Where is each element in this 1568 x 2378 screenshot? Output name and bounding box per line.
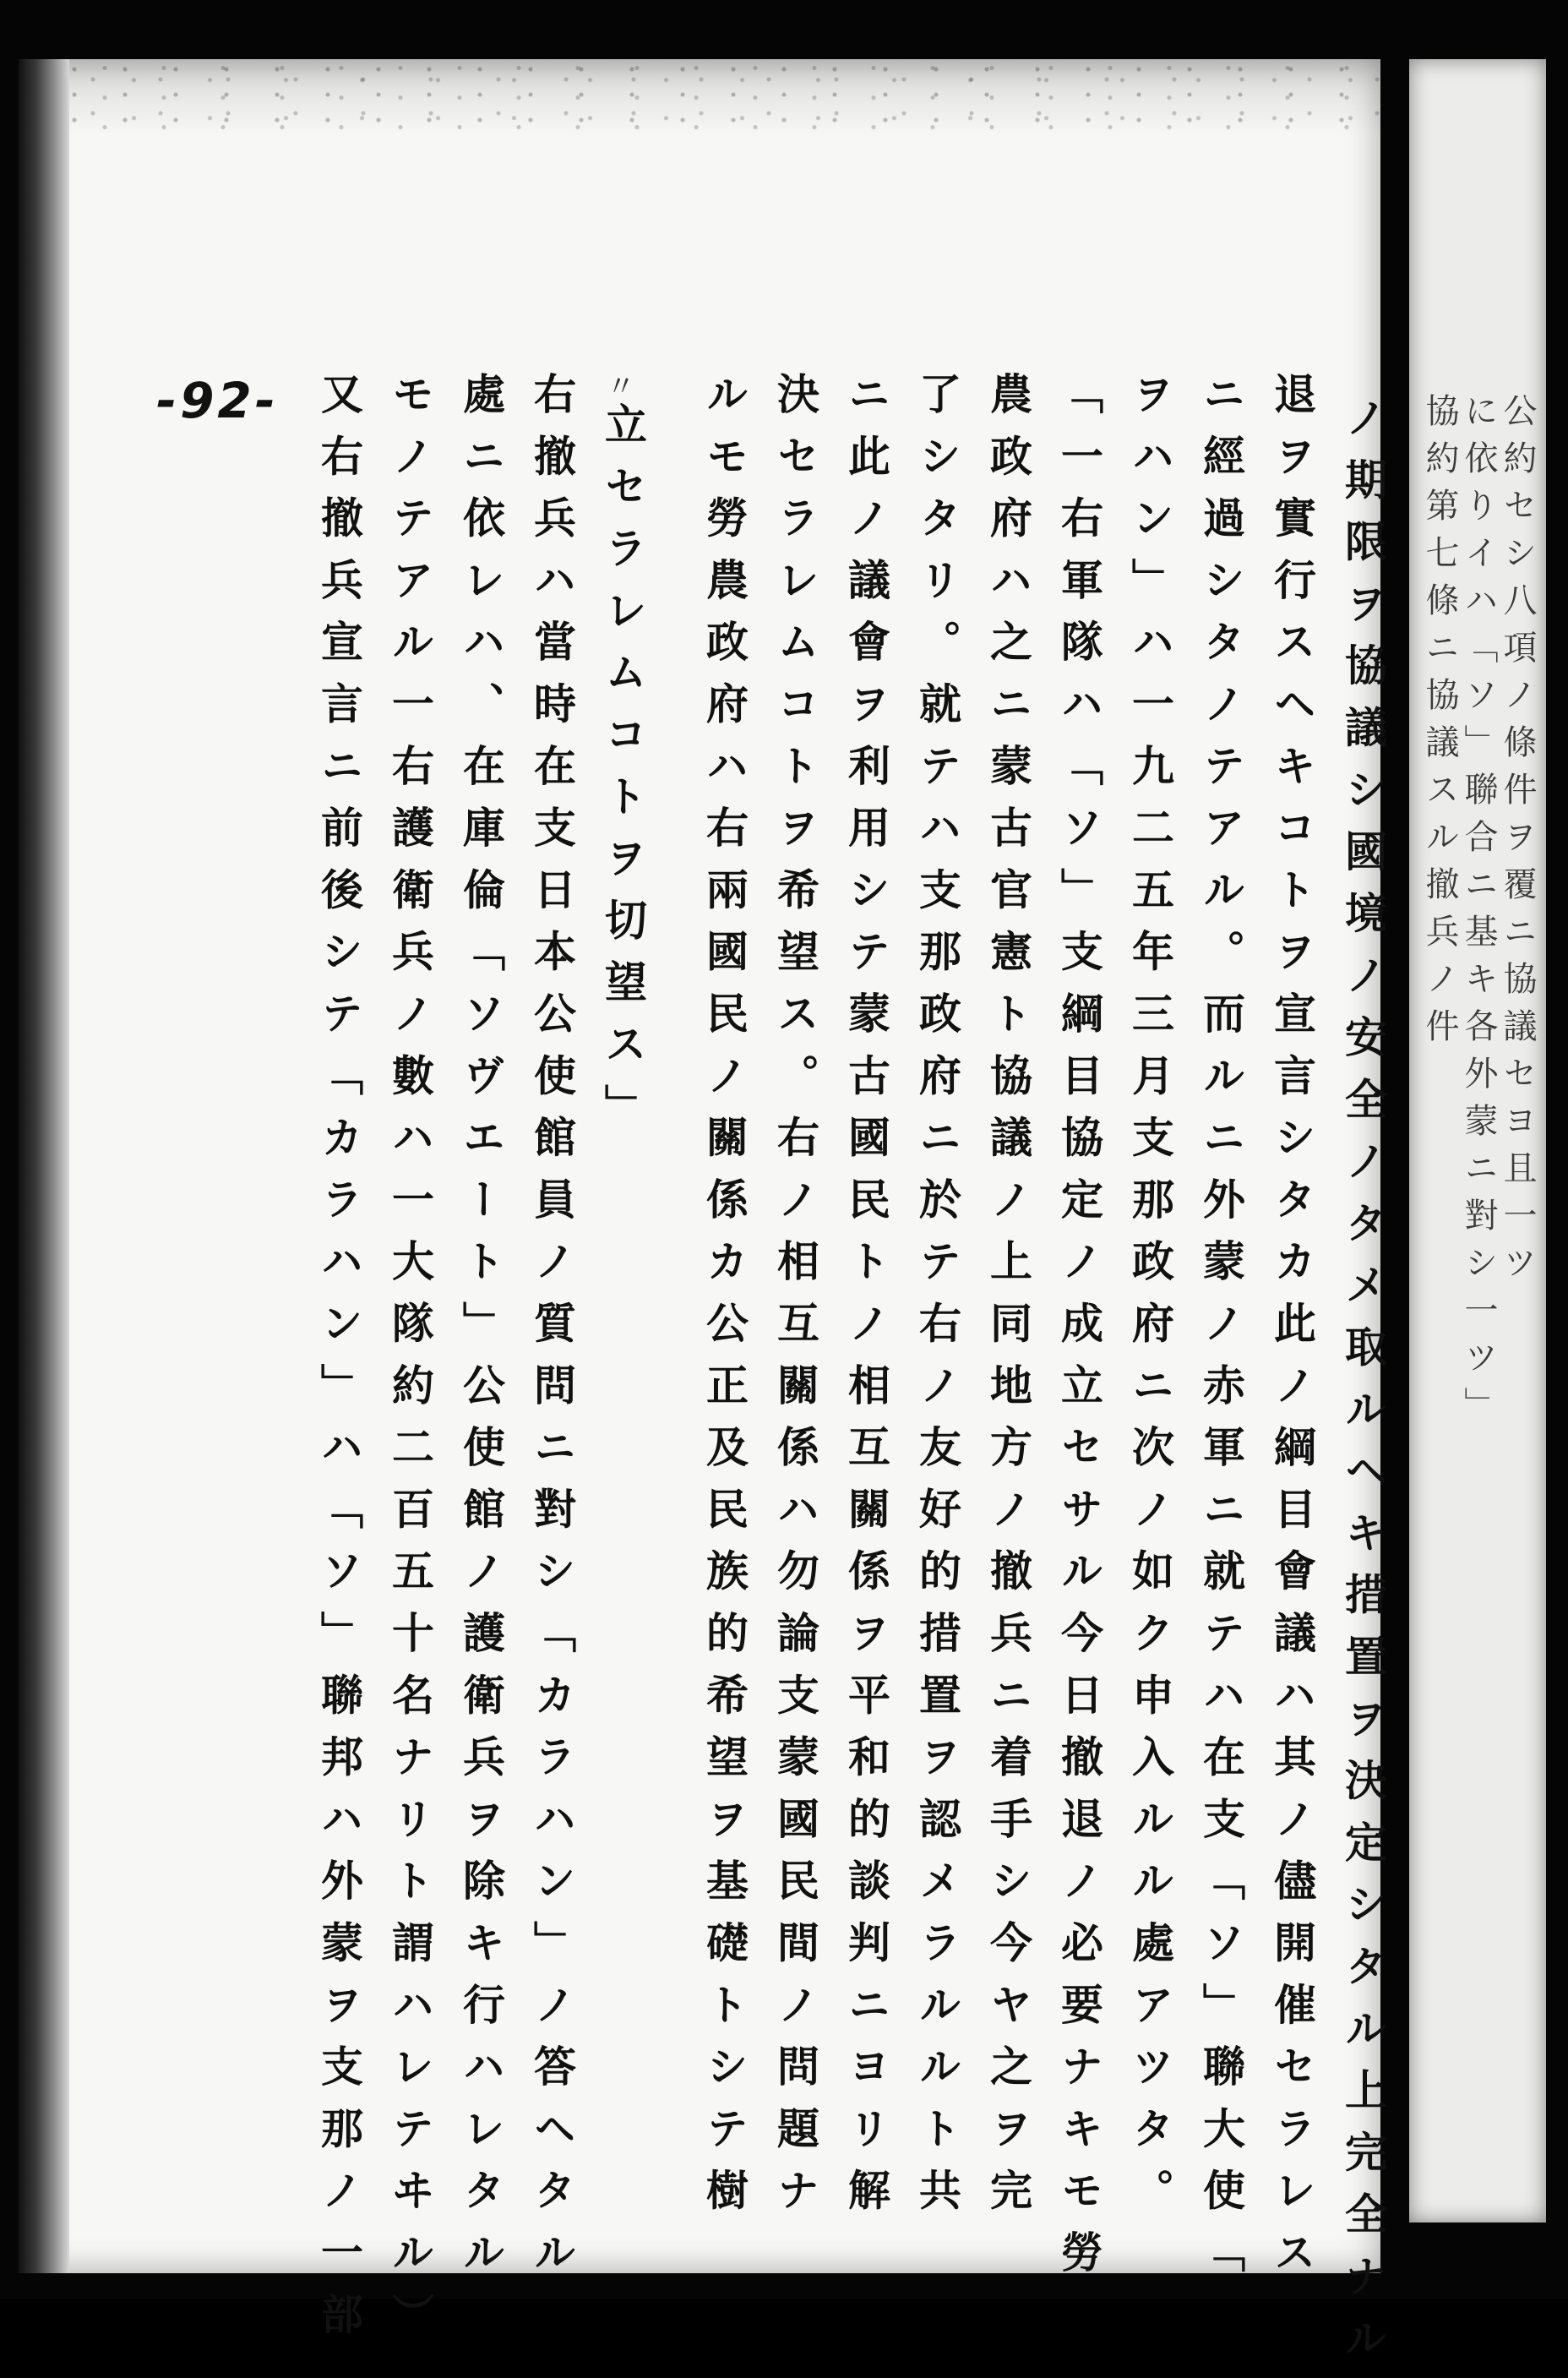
facing-page-column: 協約第七條ニ協議スル撤兵ノ件	[1420, 393, 1459, 1055]
text-column-4: ヲハン」ハ一九二五年三月支那政府ニ次ノ如ク申入ルル處アツタ。	[1125, 372, 1175, 2230]
text-column-12: 右撤兵ハ當時在支日本公使館員ノ質問ニ對シ「カラハン」ノ答ヘタル	[527, 372, 577, 2293]
text-column-9: 決セラレムコトヲ希望ス。右ノ相互關係ハ勿論支蒙國民間ノ問題ナ	[770, 372, 820, 2230]
text-column-6: 農政府ハ之ニ蒙古官憲ト協議ノ上同地方ノ撤兵ニ着手シ今ヤ之ヲ完	[983, 372, 1033, 2230]
facing-page-column: 公約セシ八項ノ條件ヲ覆ニ協議セヨ且一ツ	[1498, 393, 1537, 1292]
text-column-14: モノテアル一右護衛兵ノ數ハ一大隊約二百五十名ナリト謂ハレテヰル）	[385, 372, 435, 2354]
facing-page	[1409, 59, 1546, 2223]
text-column-15: 又右撤兵宣言ニ前後シテ「カラハン」ハ「ソ」聯邦ハ外蒙ヲ支那ノ一部	[314, 372, 364, 2354]
text-column-3: ニ經過シタノテアル。而ルニ外蒙ノ赤軍ニ就テハ在支「ソ」聯大使「	[1196, 372, 1246, 2293]
page-number: -92-	[156, 372, 279, 429]
text-column-7: 了シタリ。就テハ支那政府ニ於テ右ノ友好的措置ヲ認メラルルト共	[912, 372, 962, 2230]
text-column-11: 立セラレムコトヲ切望ス」	[598, 402, 648, 1146]
text-column-8: ニ此ノ議會ヲ利用シテ蒙古國民トノ相互關係ヲ平和的談判ニヨリ解	[841, 372, 891, 2230]
text-column-5: 「一右軍隊ハ「ソ」支綱目協定ノ成立セサル今日撤退ノ必要ナキモ勞	[1054, 372, 1104, 2293]
facing-page-column: に依りイハ「ソ」聯合ニ基キ各外蒙ニ對シ一ツ」	[1459, 393, 1498, 1434]
text-column-2: 退ヲ實行スヘキコトヲ宣言シタカ此ノ綱目會議ハ其ノ儘開催セラレス	[1267, 372, 1317, 2293]
scan-noise	[69, 59, 1380, 135]
text-column-10: ルモ勞農政府ハ右兩國民ノ關係カ公正及民族的希望ヲ基礎トシテ樹	[700, 372, 749, 2230]
page-binding-edge	[19, 59, 69, 2273]
margin-mark: 〃	[607, 370, 635, 404]
text-column-1: ノ期限ヲ協議シ國境ノ安全ノタメ取ルヘキ措置ヲ決定シタル上完全ナル	[1338, 395, 1388, 2378]
text-column-13: 處ニ依レハ、在庫倫「ソヴエート」公使館ノ護衛兵ヲ除キ行ハレタル	[456, 372, 506, 2293]
